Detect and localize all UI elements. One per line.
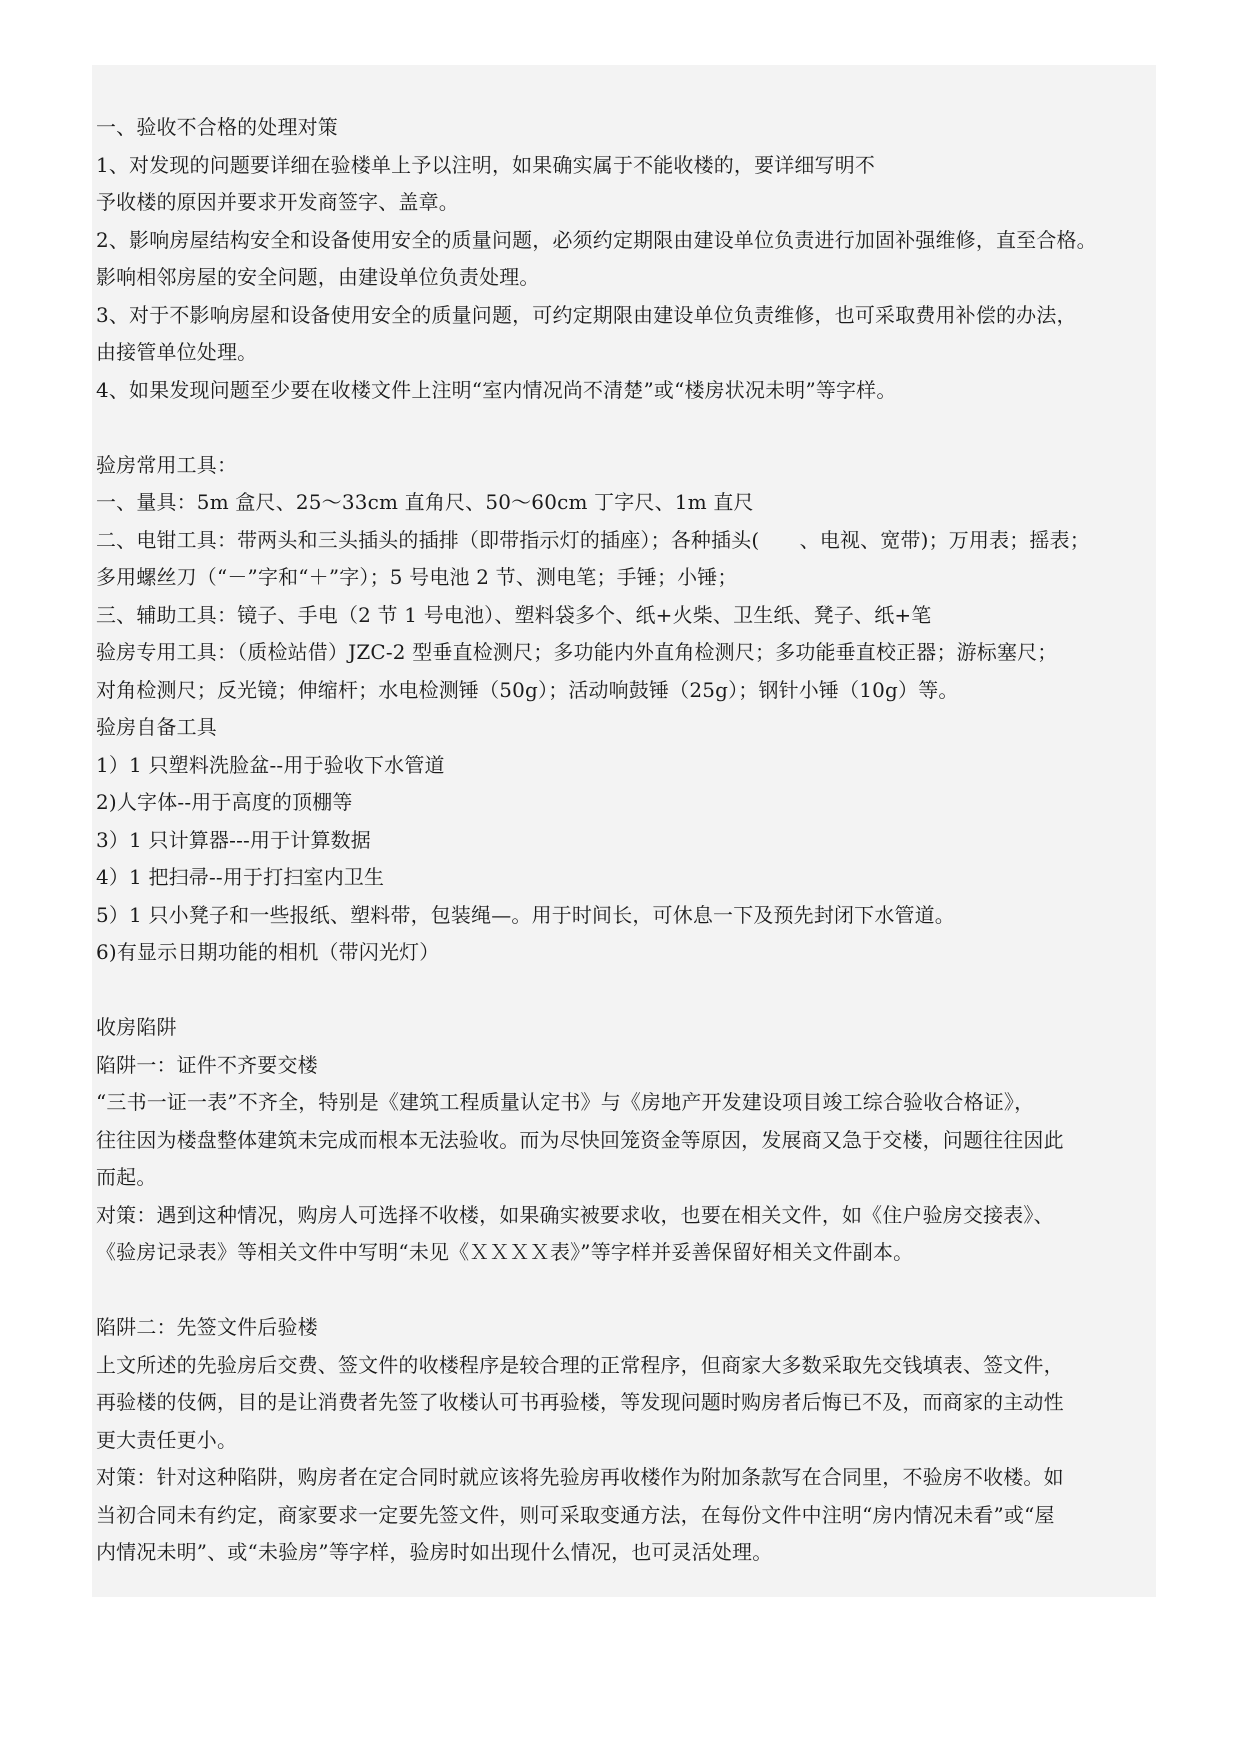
text-line: 4、如果发现问题至少要在收楼文件上注明“室内情况尚不清楚”或“楼房状况未明”等字样。 [96,377,897,402]
text-line: 收房陷阱 [96,1015,177,1039]
text-line: 往往因为楼盘整体建筑未完成而根本无法验收。而为尽快回笼资金等原因，发展商又急于交楼，问题往往因此 [96,1127,1064,1152]
text-line: 验房常用工具： [96,452,238,477]
text-line: 对策：针对这种陷阱，购房者在定合同时就应该将先验房再收楼作为附加条款写在合同里，不验房不收楼。如 [96,1465,1064,1489]
text-line: 而起。 [96,1165,157,1189]
text-line: 对策：遇到这种情况，购房人可选择不收楼，如果确实被要求收，也要在相关文件，如《住户验房交接表》、 [96,1202,1054,1227]
blank-line [96,972,1156,1010]
document-panel [92,65,1156,1597]
text-line: 5）1 只小凳子和一些报纸、塑料带，包装绳—。用于时间长，可休息一下及预先封闭下水管道。 [96,902,955,927]
text-line: 3）1 只计算器---用于计算数据 [96,827,371,852]
text-line: 一、量具：5m 盒尺、25～33cm 直角尺、50～60cm 丁字尺、1m 直尺 [96,490,754,514]
text-line: 上文所述的先验房后交费、签文件的收楼程序是较合理的正常程序，但商家大多数采取先交钱填表、签文件， [96,1352,1064,1377]
text-line: 多用螺丝刀（“－”字和“＋”字）；5 号电池 2 节、测电笔；手锤；小锤； [96,565,738,589]
text-line: 3、对于不影响房屋和设备使用安全的质量问题，可约定期限由建设单位负责维修，也可采取费用补偿的办法， [96,302,1077,327]
text-line: 2)人字体--用于高度的顶棚等 [96,790,353,814]
text-line: 三、辅助工具：镜子、手电（2 节 1 号电池）、塑料袋多个、纸+火柴、卫生纸、凳子、纸+笔 [96,602,932,627]
text-line: 《验房记录表》等相关文件中写明“未见《ＸＸＸＸ表》”等字样并妥善保留好相关文件副本。 [96,1240,914,1264]
text-line: 4）1 把扫帚--用于打扫室内卫生 [96,865,385,889]
text-line: 2、影响房屋结构安全和设备使用安全的质量问题，必须约定期限由建设单位负责进行加固补强维修，直至合格。 [96,227,1097,252]
text-line: 由接管单位处理。 [96,340,258,364]
text-line: “三书一证一表”不齐全，特别是《建筑工程质量认定书》与《房地产开发建设项目竣工综合验收合格证》， [96,1090,1035,1114]
text-line: 内情况未明”、或“未验房”等字样，验房时如出现什么情况，也可灵活处理。 [96,1540,773,1564]
text-line: 予收楼的原因并要求开发商签字、盖章。 [96,190,459,214]
text-line: 1）1 只塑料洗脸盆--用于验收下水管道 [96,752,445,777]
text-line: 当初合同未有约定，商家要求一定要先签文件，则可采取变通方法，在每份文件中注明“房内情况未看”或“屋 [96,1502,1055,1527]
text-line: 更大责任更小。 [96,1427,238,1452]
text-line: 影响相邻房屋的安全问题，由建设单位负责处理。 [96,265,540,289]
text-line: 验房自备工具 [96,715,217,739]
text-line: 陷阱一：证件不齐要交楼 [96,1052,318,1077]
blank-line [96,1272,1156,1310]
text-line: 陷阱二：先签文件后验楼 [96,1315,318,1339]
text-line: 二、电钳工具：带两头和三头插头的插排（即带指示灯的插座）；各种插头( 、电视、宽带)；万用表；摇表； [96,527,1090,552]
text-line: 一、验收不合格的处理对策 [96,115,338,139]
text-line: 再验楼的伎俩，目的是让消费者先签了收楼认可书再验楼，等发现问题时购房者后悔已不及，而商家的主动性 [96,1390,1064,1414]
blank-line [96,409,1156,447]
text-line: 对角检测尺；反光镜；伸缩杆；水电检测锤（50g）；活动响鼓锤（25g）；钢针小锤（10g）等。 [96,677,959,702]
text-line: 6)有显示日期功能的相机（带闪光灯） [96,940,440,964]
text-line: 1、对发现的问题要详细在验楼单上予以注明，如果确实属于不能收楼的，要详细写明不 [96,152,876,177]
text-line: 验房专用工具：（质检站借）JZC-2 型垂直检测尺；多功能内外直角检测尺；多功能垂直校正器；游标塞尺； [96,640,1058,664]
